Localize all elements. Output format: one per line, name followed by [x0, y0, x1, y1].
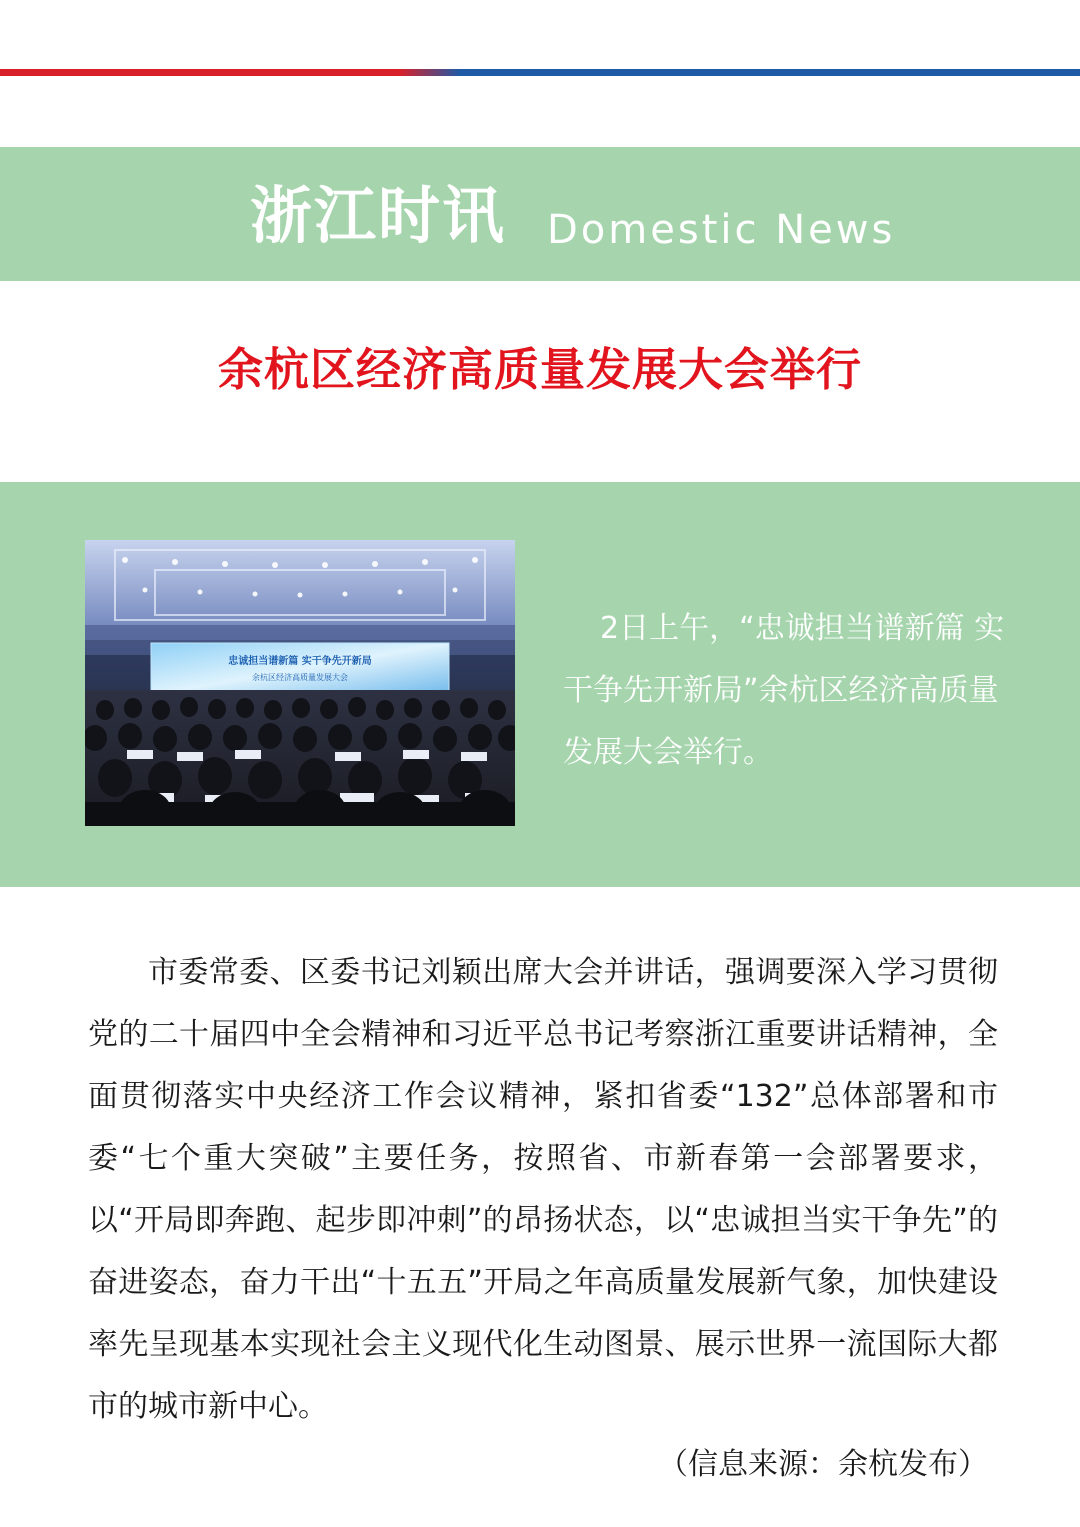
article-headline: 余杭区经济高质量发展大会举行	[217, 343, 862, 396]
article-lede: 2日上午，“忠诚担当谱新篇 实干争先开新局”余杭区经济高质量发展大会举行。	[563, 611, 1005, 770]
screen-slogan: 忠诚担当谱新篇 实干争先开新局	[228, 656, 372, 667]
section-subtitle: Domestic News	[547, 207, 896, 253]
screen-event-name: 余杭区经济高质量发展大会	[252, 673, 348, 682]
top-rule-blue	[430, 69, 1080, 76]
article-body: 市委常委、区委书记刘颖出席大会并讲话，强调要深入学习贯彻党的二十届四中全会精神和习近平总书记考察浙江重要讲话精神，全面贯彻落实中央经济工作会议精神，紧扣省委“132”总体部署和市委“七个重大突破”主要任务，按照省、市新春第一会部署要求，以“开局即奔跑、起步即冲刺”的昂扬状态，以“忠诚担当实干争先”的奋进姿态，奋力干出“十五五”开局之年高质量发展新气象，加快建设率先呈现基本实现社会主义现代化生动图景、展示世界一流国际大都市的城市新中心。	[88, 955, 998, 1424]
section-banner	[0, 147, 1080, 281]
top-rule-blend	[400, 69, 460, 76]
section-title: 浙江时讯	[250, 179, 507, 252]
conference-photo	[85, 540, 515, 826]
top-rule-red	[0, 69, 430, 76]
top-rule	[0, 69, 1080, 76]
article-source: （信息来源：余杭发布）	[658, 1447, 988, 1482]
